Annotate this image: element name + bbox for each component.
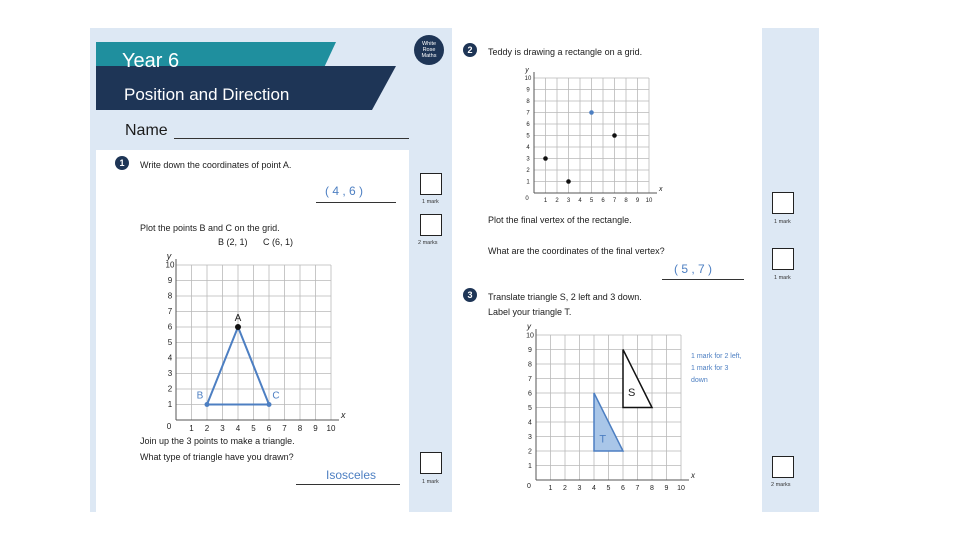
x-tick-label: 4: [578, 198, 582, 204]
y-axis-label: y: [166, 251, 172, 261]
x-axis-label: x: [691, 471, 695, 480]
q3-mark-box[interactable]: [772, 456, 794, 478]
x-tick-label: 7: [612, 198, 617, 204]
x-tick-label: 6: [266, 424, 272, 433]
q2-final-mark-box[interactable]: [772, 192, 794, 214]
q1-type-answer: Isosceles: [326, 468, 377, 482]
x-tick-label: 7: [635, 485, 640, 492]
x-tick-label: 4: [235, 424, 241, 433]
x-tick-label: 5: [606, 485, 611, 492]
x-tick-label: 1: [189, 424, 194, 433]
q1-grid[interactable]: [150, 240, 360, 440]
year-title: Year 6: [122, 50, 180, 72]
white-rose-maths-logo: White Rose Maths: [414, 35, 444, 65]
y-tick-label: 10: [524, 76, 532, 82]
y-tick-label: 6: [526, 122, 530, 128]
point-b-label: B: [196, 390, 204, 402]
q3-grid[interactable]: [510, 316, 700, 496]
q2-coord-prompt: What are the coordinates of the final vertex?: [488, 246, 665, 256]
point-c-dot: [267, 402, 272, 407]
question-3-number: 3: [463, 288, 477, 302]
right-margin-strip: [762, 28, 819, 512]
q1-plot-mark-label: 2 marks: [418, 240, 438, 246]
point-c-label: C: [272, 390, 280, 402]
y-tick-label: 3: [167, 369, 173, 379]
y-tick-label: 8: [167, 291, 173, 301]
x-tick-label: 3: [220, 424, 225, 433]
y-tick-label: 5: [167, 338, 173, 348]
q1-point-c: C (6, 1): [263, 237, 294, 247]
q2-final-mark-label: 1 mark: [774, 219, 791, 225]
x-tick-label: 8: [297, 424, 303, 433]
rectangle-vertex-dot: [612, 133, 617, 138]
x-tick-label: 9: [664, 485, 669, 492]
x-tick-label: 9: [313, 424, 318, 433]
q1-answer-line: [316, 202, 396, 203]
triangle-s-label: S: [628, 386, 636, 399]
q3-prompt: Translate triangle S, 2 left and 3 down.: [488, 292, 642, 302]
x-tick-label: 1: [543, 198, 548, 204]
x-tick-label: 8: [624, 198, 628, 204]
x-tick-label: 4: [592, 485, 596, 492]
x-tick-label: 2: [555, 198, 559, 204]
q3-label-prompt: Label your triangle T.: [488, 307, 572, 317]
y-tick-label: 7: [526, 110, 530, 117]
x-tick-label: 6: [621, 485, 625, 492]
triangle-t-label: T: [599, 433, 607, 446]
q1-prompt: Write down the coordinates of point A.: [140, 160, 292, 170]
y-tick-label: 9: [528, 346, 532, 354]
y-tick-label: 3: [528, 433, 532, 441]
y-tick-label: 10: [165, 260, 175, 270]
x-tick-label: 10: [326, 424, 336, 433]
q2-coord-mark-label: 1 mark: [774, 275, 791, 281]
q1-type-mark-box[interactable]: [420, 452, 442, 474]
final-vertex-dot: [589, 110, 594, 115]
q3-marking-note: 1 mark for 2 left, 1 mark for 3 down: [691, 353, 742, 384]
y-tick-label: 5: [528, 404, 532, 412]
x-tick-label: 10: [645, 198, 653, 204]
q1-plot-prompt: Plot the points B and C on the grid.: [140, 223, 280, 233]
origin-label: 0: [525, 196, 529, 202]
q1-mark-label: 1 mark: [422, 199, 439, 205]
q2-coord-mark-box[interactable]: [772, 248, 794, 270]
q1-type-prompt: What type of triangle have you drawn?: [140, 452, 294, 462]
y-tick-label: 8: [526, 99, 530, 105]
q1-type-answer-line: [296, 484, 400, 485]
topic-title: Position and Direction: [124, 85, 290, 104]
y-axis-label: y: [527, 322, 531, 331]
q2-final-prompt: Plot the final vertex of the rectangle.: [488, 215, 632, 225]
q2-answer: ( 5 , 7 ): [674, 262, 713, 276]
origin-label: 0: [166, 422, 172, 431]
x-axis-label: x: [341, 410, 346, 420]
point-a-label: A: [234, 313, 242, 324]
origin-label: 0: [527, 483, 531, 490]
y-tick-label: 6: [528, 390, 532, 398]
x-tick-label: 5: [589, 198, 594, 204]
q1-mark-box[interactable]: [420, 173, 442, 195]
q1-plot-mark-box[interactable]: [420, 214, 442, 236]
y-tick-label: 3: [526, 156, 530, 163]
x-tick-label: 6: [601, 198, 605, 204]
x-tick-label: 8: [650, 485, 654, 492]
y-tick-label: 7: [167, 307, 173, 317]
y-tick-label: 1: [167, 400, 173, 410]
x-tick-label: 10: [677, 485, 685, 492]
y-tick-label: 10: [526, 332, 534, 340]
x-tick-label: 2: [563, 485, 567, 492]
y-tick-label: 7: [528, 375, 532, 383]
y-tick-label: 9: [526, 87, 530, 94]
y-tick-label: 2: [167, 384, 173, 394]
x-axis-label: x: [659, 186, 663, 193]
y-tick-label: 5: [526, 133, 530, 140]
x-tick-label: 2: [204, 424, 210, 433]
q2-answer-line: [662, 279, 744, 280]
y-tick-label: 2: [528, 448, 532, 456]
name-label: Name: [125, 122, 168, 139]
x-tick-label: 5: [251, 424, 256, 433]
y-axis-label: y: [525, 67, 529, 74]
y-tick-label: 1: [526, 179, 530, 186]
point-a-dot: [235, 324, 241, 330]
q1-point-b: B (2, 1): [218, 237, 248, 247]
q1-type-mark-label: 1 mark: [422, 479, 439, 485]
y-tick-label: 6: [167, 322, 173, 332]
y-tick-label: 4: [167, 353, 173, 363]
point-b-dot: [205, 402, 210, 407]
x-tick-label: 1: [548, 485, 553, 492]
rectangle-vertex-dot: [543, 156, 548, 161]
question-1-number: 1: [115, 156, 129, 170]
y-tick-label: 9: [167, 276, 173, 286]
q1-join-prompt: Join up the 3 points to make a triangle.: [140, 436, 295, 446]
name-field[interactable]: [174, 138, 409, 139]
y-tick-label: 2: [526, 168, 530, 174]
x-tick-label: 7: [282, 424, 287, 433]
y-tick-label: 8: [528, 361, 532, 369]
x-tick-label: 3: [566, 198, 571, 204]
y-tick-label: 4: [526, 145, 530, 151]
q1-answer: ( 4 , 6 ): [325, 184, 364, 198]
x-tick-label: 3: [577, 485, 582, 492]
q2-prompt: Teddy is drawing a rectangle on a grid.: [488, 47, 643, 57]
q3-mark-label: 2 marks: [771, 482, 791, 488]
question-2-number: 2: [463, 43, 477, 57]
y-tick-label: 4: [528, 419, 532, 427]
y-tick-label: 1: [528, 462, 532, 470]
rectangle-vertex-dot: [566, 179, 571, 184]
x-tick-label: 9: [635, 198, 640, 204]
q2-grid[interactable]: [512, 52, 672, 212]
